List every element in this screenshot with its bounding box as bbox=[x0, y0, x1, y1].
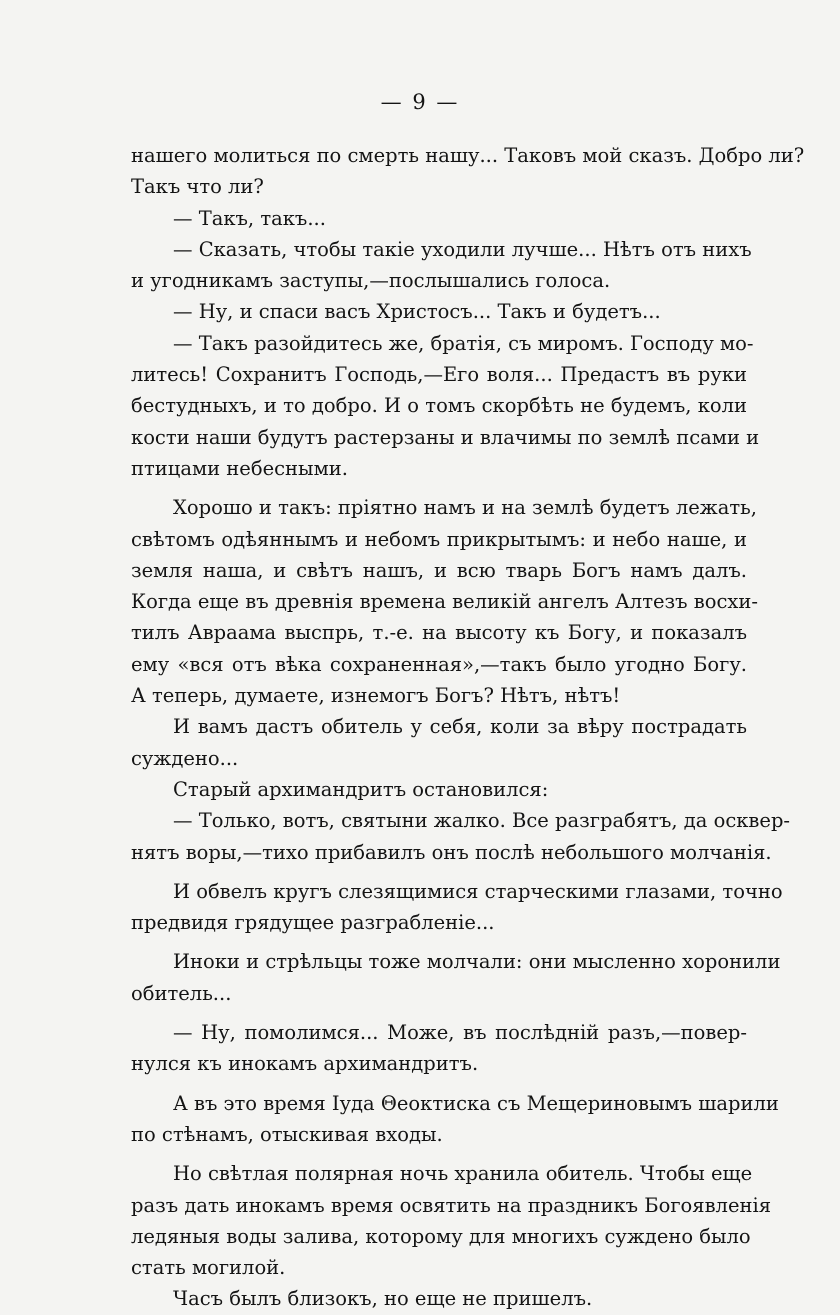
text-line: литесь! Сохранитъ Господь,—Его воля... Предастъ въ руки bbox=[131, 363, 747, 387]
text-line: — Только, вотъ, святыни жалко. Все разграбятъ, да осквер- bbox=[173, 809, 791, 833]
text-line: предвидя грядущее разграбленіе... bbox=[131, 911, 495, 935]
text-line: ледяныя воды залива, которому для многихъ суждено было bbox=[131, 1224, 751, 1248]
text-line: — Такъ, такъ... bbox=[173, 206, 326, 230]
text-line: кости наши будутъ растерзаны и влачимы по землѣ псами и bbox=[131, 425, 760, 449]
text-line: тилъ Авраама выспрь, т.-е. на высоту къ Богу, и показалъ bbox=[131, 621, 747, 645]
text-line: нулся къ инокамъ архимандритъ. bbox=[131, 1052, 479, 1076]
text-line: — Такъ разойдитесь же, братія, съ миромъ. Господу мо- bbox=[173, 331, 754, 355]
page-number: — 9 — bbox=[380, 90, 460, 114]
text-line: суждено... bbox=[131, 746, 239, 770]
text-line: И обвелъ кругъ слезящимися старческими глазами, точно bbox=[173, 879, 783, 903]
text-line: по стѣнамъ, отыскивая входы. bbox=[131, 1122, 443, 1146]
text-line: И вамъ дастъ обитель у себя, коли за вѣру пострадать bbox=[173, 715, 747, 739]
body-text bbox=[131, 140, 805, 1315]
text-line: ему «вся отъ вѣка сохраненная»,—такъ было угодно Богу. bbox=[131, 652, 747, 676]
text-line: нашего молиться по смерть нашу... Таковъ мой сказъ. Добро ли? bbox=[131, 144, 805, 167]
text-line: стать могилой. bbox=[131, 1256, 286, 1280]
text-line: нятъ воры,—тихо прибавилъ онъ послѣ небольшого молчанія. bbox=[131, 840, 772, 864]
text-line: Иноки и стрѣльцы тоже молчали: они мысленно хоронили bbox=[173, 950, 781, 974]
text-line: — Ну, помолимся... Може, въ послѣдній разъ,—повер- bbox=[173, 1021, 747, 1045]
text-line: — Сказать, чтобы такіе уходили лучше... Нѣтъ отъ нихъ bbox=[173, 237, 752, 261]
text-line: Хорошо и такъ: пріятно намъ и на землѣ будетъ лежать, bbox=[173, 496, 757, 520]
text-line: Такъ что ли? bbox=[131, 175, 264, 199]
text-line: А въ это время Іуда Θеоктиска съ Мещериновымъ шарили bbox=[173, 1091, 779, 1115]
text-line: Старый архимандритъ остановился: bbox=[173, 777, 549, 801]
text-line: Когда еще въ древнія времена великій ангелъ Алтезъ восхи- bbox=[131, 590, 758, 614]
text-line: А теперь, думаете, изнемогъ Богъ? Нѣтъ, нѣтъ! bbox=[131, 684, 621, 708]
text-line: птицами небесными. bbox=[131, 456, 348, 480]
text-line: — Ну, и спаси васъ Христосъ... Такъ и будетъ... bbox=[173, 300, 661, 324]
text-line: Но свѣтлая полярная ночь хранила обитель. Чтобы еще bbox=[173, 1162, 753, 1186]
text-line: свѣтомъ одѣяннымъ и небомъ прикрытымъ: и небо наше, и bbox=[131, 527, 747, 551]
text-line: земля наша, и свѣтъ нашъ, и всю тварь Богъ намъ далъ. bbox=[131, 558, 747, 582]
text-line: разъ дать инокамъ время освятить на праздникъ Богоявленія bbox=[131, 1193, 772, 1217]
text-line: бестудныхъ, и то добро. И о томъ скорбѣть не будемъ, коли bbox=[131, 394, 747, 418]
text-line: и угодникамъ заступы,—послышались голоса. bbox=[131, 269, 611, 293]
text-line: Часъ былъ близокъ, но еще не пришелъ. bbox=[173, 1287, 593, 1311]
text-line: обитель... bbox=[131, 981, 232, 1005]
